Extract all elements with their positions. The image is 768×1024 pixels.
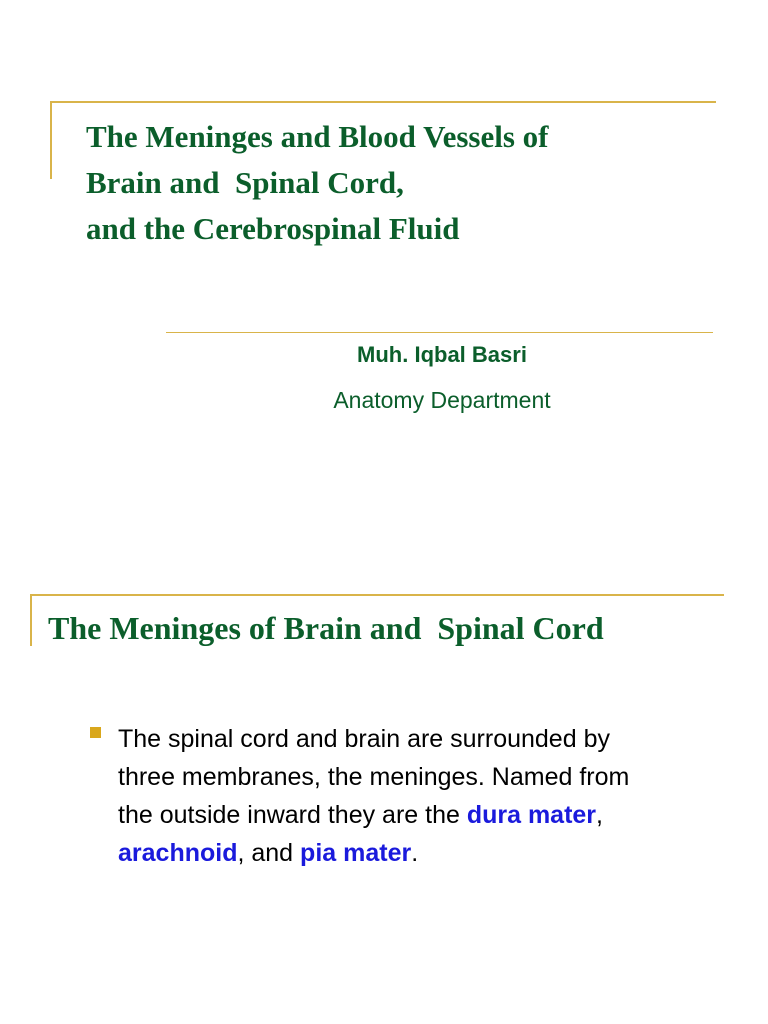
- title-top-rule: [50, 101, 716, 103]
- bullet-body: The spinal cord and brain are surrounded by three membranes, the meninges. Named from the outside inward they are the: [118, 725, 630, 829]
- sentence-end: .: [411, 839, 419, 867]
- term-pia-mater: pia mater: [300, 839, 412, 867]
- author-name: Muh. Iqbal Basri: [357, 342, 527, 367]
- bullet-text: [118, 720, 638, 872]
- subtitle-rule: [166, 332, 713, 333]
- title-line: The Meninges and Blood Vessels of: [86, 119, 549, 154]
- title-line: Brain and Spinal Cord,: [86, 165, 404, 200]
- title-line: and the Cerebrospinal Fluid: [86, 211, 460, 246]
- separator: ,: [596, 801, 603, 829]
- term-arachnoid: arachnoid: [118, 839, 238, 867]
- title-left-rule: [50, 101, 52, 179]
- slide-title: [86, 114, 746, 252]
- department-name: Anatomy Department: [333, 387, 551, 413]
- content-slide: [0, 540, 768, 1024]
- heading-top-rule: [30, 594, 724, 596]
- heading-left-rule: [30, 594, 32, 646]
- term-dura-mater: dura mater: [466, 801, 597, 829]
- square-bullet-icon: [90, 727, 101, 738]
- slide-heading: The Meninges of Brain and Spinal Cord: [48, 610, 604, 646]
- separator: , and: [237, 839, 301, 867]
